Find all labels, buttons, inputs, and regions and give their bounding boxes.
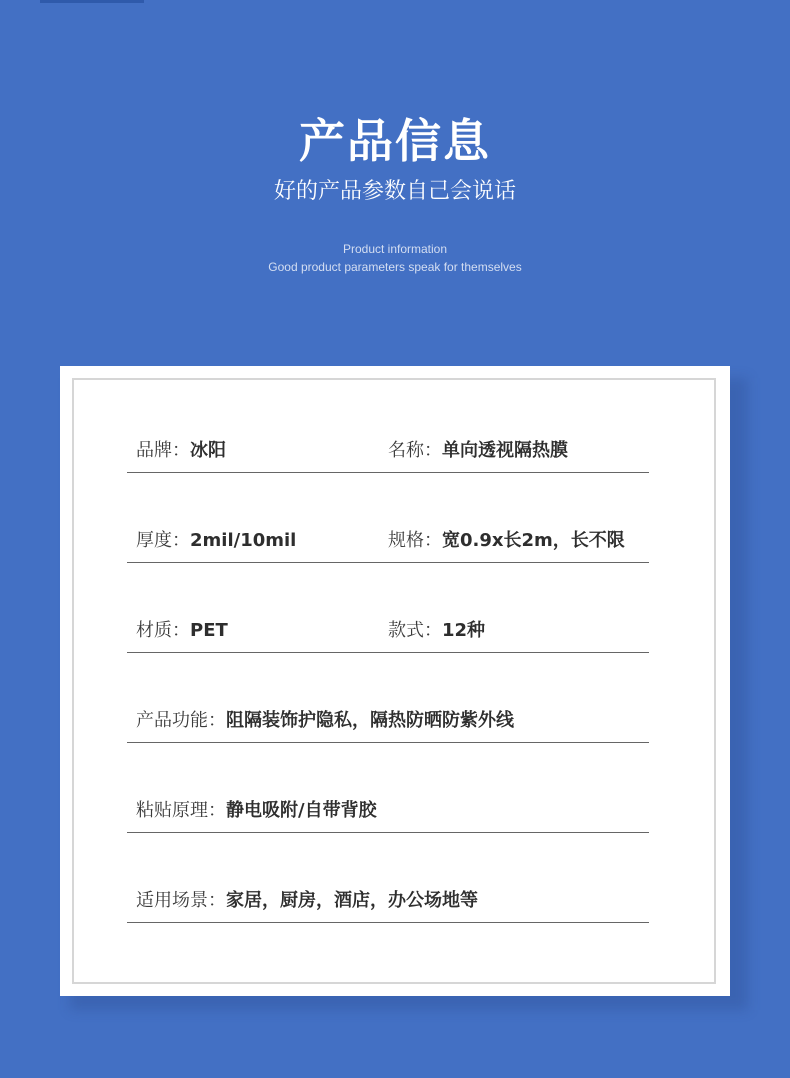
page-title: 产品信息 (299, 114, 491, 168)
spec-label: 名称： (388, 440, 442, 461)
page-subtitle: 好的产品参数自己会说话 (273, 179, 516, 204)
spec-value: 家居，厨房，酒店，办公场地等 (226, 890, 478, 911)
spec-value: PET (190, 620, 228, 641)
spec-row-application (127, 742, 649, 833)
spec-material (136, 619, 228, 643)
spec-label: 规格： (388, 530, 442, 551)
spec-label: 厚度： (136, 530, 190, 551)
spec-row-function (127, 652, 649, 743)
spec-style (388, 619, 485, 643)
spec-value: 冰阳 (190, 440, 226, 461)
spec-function (136, 709, 514, 733)
spec-value: 2mil/10mil (190, 530, 297, 551)
spec-label: 粘贴原理： (136, 800, 226, 821)
product-info-card (60, 366, 730, 996)
spec-application-method (136, 799, 377, 823)
spec-label: 品牌： (136, 440, 190, 461)
spec-scenarios (136, 889, 478, 913)
spec-brand (136, 439, 226, 463)
spec-label: 材质： (136, 620, 190, 641)
english-subtitle: Good product parameters speak for themselves (268, 260, 522, 274)
spec-value: 宽0.9x长2m，长不限 (442, 530, 625, 551)
spec-value: 阻隔装饰护隐私，隔热防晒防紫外线 (226, 710, 514, 731)
spec-name (388, 439, 568, 463)
spec-row-material-style (127, 562, 649, 653)
spec-row-thickness-size (127, 472, 649, 563)
spec-label: 产品功能： (136, 710, 226, 731)
spec-row-brand-name (127, 382, 649, 473)
english-title: Product information (342, 242, 448, 256)
spec-thickness (136, 529, 296, 553)
spec-value: 12种 (442, 620, 486, 641)
spec-label: 适用场景： (136, 890, 226, 911)
top-tab-indicator (40, 0, 144, 3)
spec-value: 静电吸附/自带背胶 (226, 800, 377, 821)
spec-value: 单向透视隔热膜 (442, 440, 568, 461)
spec-label: 款式： (388, 620, 442, 641)
spec-row-scenarios (127, 832, 649, 923)
spec-size (388, 529, 625, 553)
